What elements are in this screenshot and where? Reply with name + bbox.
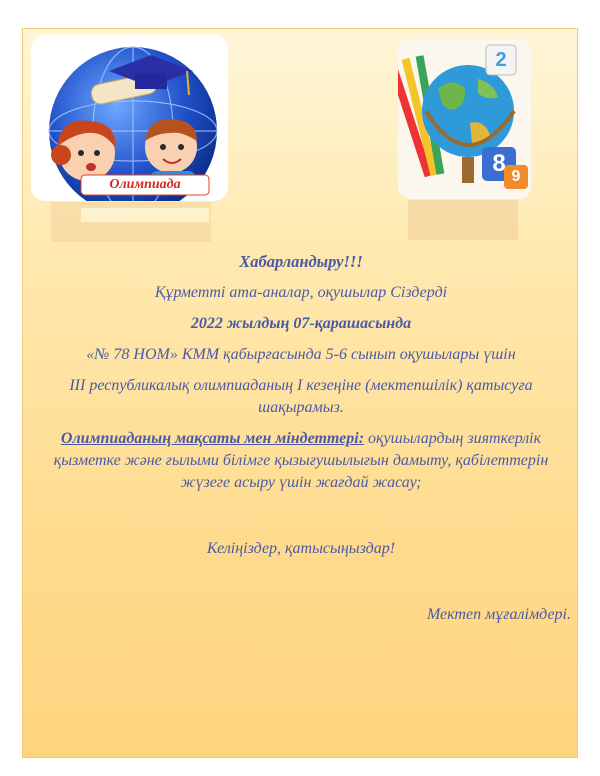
cube-number: 9 <box>511 168 521 185</box>
notice-welcome: Келіңіздер, қатысыңыздар! <box>206 540 396 557</box>
olympiad-illustration-reflection <box>31 202 228 242</box>
notice-body <box>23 251 579 626</box>
notice-title: Хабарландыру!!! <box>239 252 363 271</box>
notice-date: 2022 жылдың 07-қарашасында <box>190 315 412 332</box>
olympiad-caption: Олимпиада <box>109 177 181 192</box>
notice-invitation: ІІІ республикалық олимпиаданың І кезеңіне (мектепшілік) қатысуға шақырамыз. <box>69 377 533 416</box>
olympiad-illustration <box>31 35 228 201</box>
goals-heading: Олимпиаданың мақсаты мен міндеттері: <box>60 430 365 447</box>
notice-goals <box>23 428 579 494</box>
flyer-page <box>22 28 578 758</box>
cube-number: 8 <box>492 150 506 177</box>
notice-signature: Мектеп мұғалімдері. <box>426 606 571 623</box>
cube-number: 2 <box>495 49 507 71</box>
notice-organization: «№ 78 НОМ» КММ қабырғасында 5-6 сынып оқушылары үшін <box>86 346 516 363</box>
notice-greeting: Құрметті ата-аналар, оқушылар Сіздерді <box>154 284 448 301</box>
globe-cubes-illustration-reflection <box>398 200 531 240</box>
goals-text: оқушылардың зияткерлік қызметке және ғылыми білімге қызығушылығын дамыту, қабілеттерін жүзеге асыру үшін жағдай жасау; <box>53 430 549 491</box>
globe-cubes-illustration <box>398 39 531 199</box>
